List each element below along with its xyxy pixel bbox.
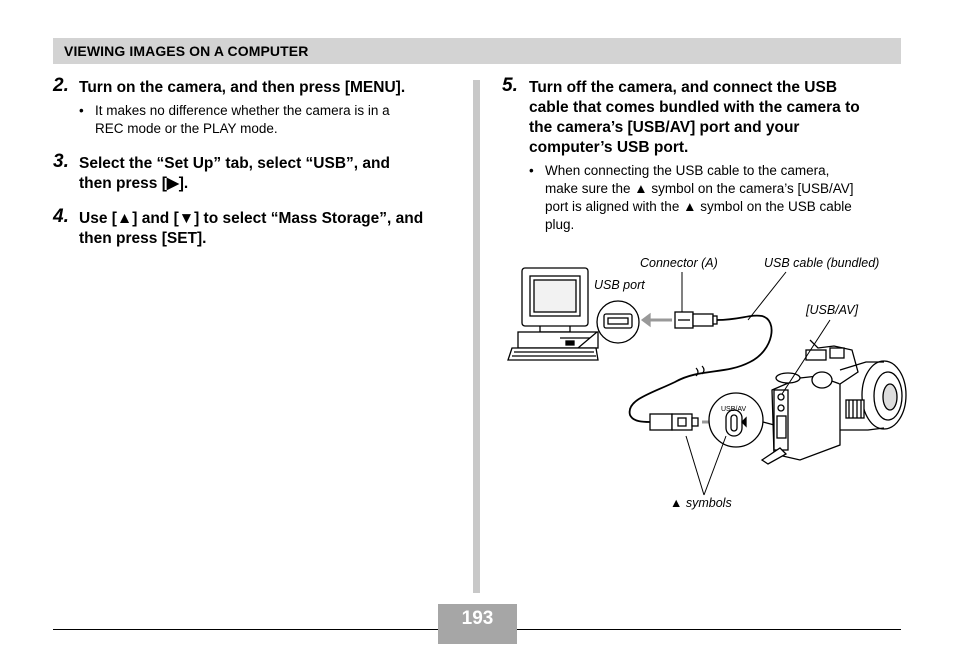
- cable-break-mark: [696, 366, 704, 376]
- connector-a-label: Connector (A): [640, 256, 718, 270]
- step-4-line-2: then press [SET].: [79, 230, 207, 247]
- usb-av-label: [USB/AV]: [806, 303, 859, 317]
- step-5-bullet-dot: •: [529, 163, 534, 178]
- usb-connection-illustration: [500, 250, 910, 520]
- insert-arrow-icon: [642, 314, 672, 326]
- symbols-pointer-line-1: [686, 436, 704, 495]
- keyboard-icon: [508, 348, 598, 360]
- step-2-bullet-dot: •: [79, 103, 84, 118]
- column-divider: [473, 80, 480, 593]
- step-3-number: 3.: [53, 151, 69, 172]
- step-5-bullet-line-3: port is aligned with the ▲ symbol on the USB cable: [545, 199, 852, 214]
- symbols-label: ▲ symbols: [670, 496, 732, 510]
- step-2-bullet-line-1: It makes no difference whether the camera is in a: [95, 103, 390, 118]
- section-title: VIEWING IMAGES ON A COMPUTER: [64, 43, 309, 59]
- page-number-box: [438, 604, 517, 644]
- usb-cable-label: USB cable (bundled): [764, 256, 880, 270]
- step-5-number: 5.: [502, 75, 518, 96]
- step-5-bullet-line-1: When connecting the USB cable to the camera,: [545, 163, 830, 178]
- step-2-number: 2.: [53, 75, 69, 96]
- section-header-bar: [53, 38, 901, 64]
- step-5-line-1: Turn off the camera, and connect the USB: [529, 79, 838, 96]
- step-5-line-4: computer’s USB port.: [529, 139, 689, 156]
- step-3-line-1: Select the “Set Up” tab, select “USB”, and: [79, 155, 390, 172]
- step-5-text: [529, 78, 860, 158]
- cable-label-pointer: [748, 272, 786, 320]
- step-5-bullet-line-4: plug.: [545, 217, 575, 232]
- connector-a-plug-icon: [675, 312, 717, 328]
- page-number: 193: [461, 608, 494, 629]
- step-3-text: [79, 154, 390, 194]
- step-2-text: [79, 78, 405, 98]
- computer-tower-icon: [518, 332, 598, 348]
- symbols-pointer-line-2: [704, 436, 726, 495]
- step-5-bullet: [545, 162, 854, 234]
- usb-connection-diagram: [500, 250, 910, 520]
- step-2-bullet-line-2: REC mode or the PLAY mode.: [95, 121, 278, 136]
- step-5-line-3: the camera’s [USB/AV] port and your: [529, 119, 800, 136]
- port-text: USB/AV: [721, 406, 747, 413]
- computer-monitor-icon: [522, 268, 588, 332]
- step-4-number: 4.: [53, 206, 69, 227]
- step-3-line-2: then press [▶].: [79, 175, 189, 192]
- step-2-line-1: Turn on the camera, and then press [MENU].: [79, 79, 406, 96]
- step-2-bullet: [95, 102, 390, 138]
- camera-icon: [762, 340, 906, 464]
- step-5-line-2: cable that comes bundled with the camera to: [529, 99, 860, 116]
- usb-port-label: USB port: [594, 278, 645, 292]
- step-5-bullet-line-2: make sure the ▲ symbol on the camera’s [USB/AV]: [545, 181, 854, 196]
- usb-av-plug-icon: [650, 414, 698, 430]
- usb-av-port-zoom-icon: [709, 393, 778, 447]
- step-4-text: [79, 209, 423, 249]
- step-4-line-1: Use [▲] and [▼] to select “Mass Storage”, and: [79, 210, 424, 227]
